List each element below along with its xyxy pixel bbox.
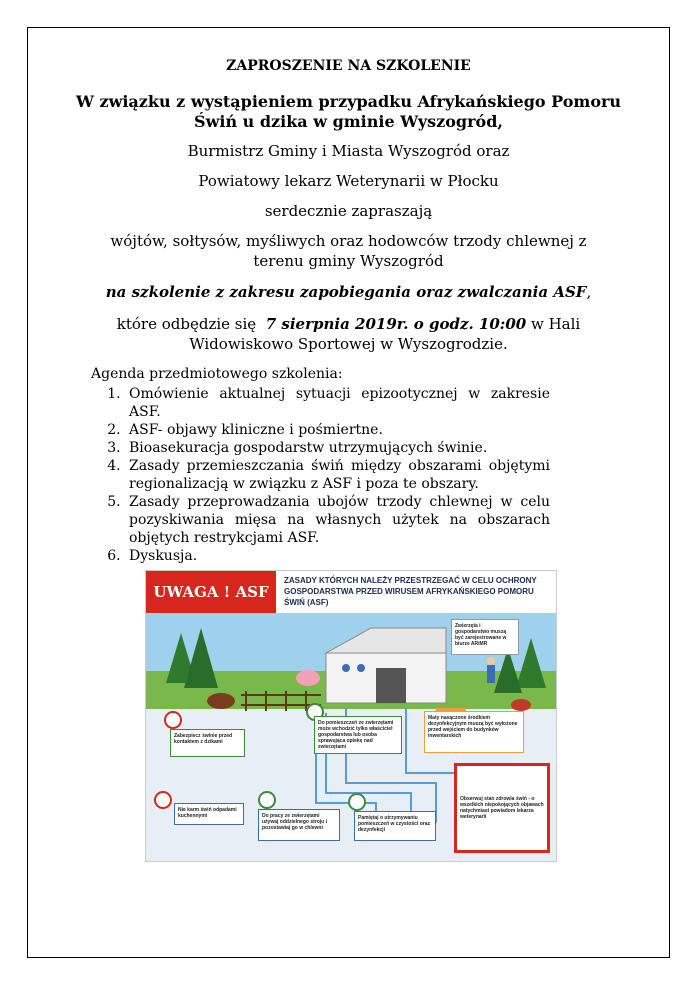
info-box-entry: Do pomieszczeń ze zwierzętami może wchodzić tylko właściciel gospodarstwa lub osoba sprawująca opiekę nad zwierzętami: [314, 716, 402, 754]
info-box-mats: Maty nasączone środkiem dezynfekcyjnym muszą być wyłożone przed wejściem do budynków inwentarskich: [424, 711, 524, 753]
heading-line-2: Świń u dzika w gminie Wyszogród,: [194, 112, 503, 131]
invitees-line-2: terenu gminy Wyszogród: [253, 252, 444, 270]
agenda-item: 6. Dyskusja.: [125, 547, 550, 565]
agenda-item: 5. Zasady przeprowadzania ubojów trzody chlewnej w celu pozyskiwania mięsa na własnych użytek na obszarach objętych restrykcjami ASF.: [125, 493, 550, 547]
when-suffix: w Hali: [530, 315, 581, 333]
poster-header: [146, 571, 556, 613]
asf-poster: [145, 570, 557, 862]
agenda-item: 1. Omówienie aktualnej sytuacji epizootycznej w zakresie ASF.: [125, 385, 550, 421]
tree-icon: [184, 628, 218, 688]
barn-icon: [326, 628, 446, 703]
disinfectant-icon: [348, 793, 366, 811]
boar-icon: [207, 693, 235, 709]
inviter-1: Burmistrz Gminy i Miasta Wyszogród oraz: [187, 142, 510, 160]
invitees-line-1: wójtów, sołtysów, myśliwych oraz hodowców trzody chlewnej z: [110, 232, 587, 250]
training-date: 7 sierpnia 2019r. o godz. 10:00: [265, 315, 527, 333]
farmer-icon: [487, 657, 495, 683]
occasion-heading: [27, 92, 670, 132]
no-contact-icon: [164, 711, 182, 729]
info-box-disinfect: Pamiętaj o utrzymywaniu pomieszczeń w czystości oraz dezynfekcji: [354, 811, 436, 841]
agenda-title: Agenda przedmiotowego szkolenia:: [91, 366, 343, 382]
training-when: [27, 315, 670, 333]
document-title: ZAPROSZENIE NA SZKOLENIE: [226, 58, 471, 74]
agenda-item: 3. Bioasekuracja gospodarstw utrzymujących świnie.: [125, 439, 550, 457]
poster-title: ZASADY KTÓRYCH NALEŻY PRZESTRZEGAĆ W CELU OCHRONY GOSPODARSTWA PRZED WIRUSEM AFRYKAŃSKIEGO POMORU ŚWIŃ (ASF): [284, 576, 537, 607]
info-box-fence: Zabezpiecz świnie przed kontaktem z dzikami: [170, 729, 245, 757]
agenda-item: 2. ASF- objawy kliniczne i pośmiertne.: [125, 421, 550, 439]
agenda-item: 4. Zasady przemieszczania świń między obszarami objętymi regionalizacją w związku z ASF i poza te obszary.: [125, 457, 550, 493]
topic-text: na szkolenie z zakresu zapobiegania oraz zwalczania ASF: [105, 283, 587, 301]
info-box-register: Zwierzęta i gospodarstwo muszą być zarejestrowane w biurze ARiMR: [451, 619, 519, 655]
training-topic: [27, 283, 670, 301]
invite-phrase: serdecznie zapraszają: [264, 202, 433, 220]
training-place: Widowiskowo Sportowej w Wyszogrodzie.: [189, 335, 508, 353]
topic-comma: ,: [586, 283, 592, 301]
clothes-icon: [258, 791, 276, 809]
when-prefix: które odbędzie się: [116, 315, 257, 333]
no-feeding-icon: [154, 791, 172, 809]
info-box-observe: Obserwuj stan zdrowia świń - o wszelkich niepokojących objawach natychmiast powiadom lekarza weterynarii: [454, 763, 550, 853]
agenda-list: [99, 385, 550, 565]
poster-badge: UWAGA ! ASF: [146, 571, 276, 613]
info-box-clothes: Do pracy ze zwierzętami używaj oddzielnego stroju i pozostawiaj go w chlewni: [258, 809, 340, 841]
inviter-2: Powiatowy lekarz Weterynarii w Płocku: [198, 172, 499, 190]
tree-icon: [516, 638, 546, 688]
heading-line-1: W związku z wystąpieniem przypadku Afrykańskiego Pomoru: [75, 92, 622, 111]
pig-icon: [511, 699, 531, 711]
pig-icon: [296, 670, 320, 686]
info-box-food: Nie karm świń odpadami kuchennymi: [174, 803, 244, 825]
